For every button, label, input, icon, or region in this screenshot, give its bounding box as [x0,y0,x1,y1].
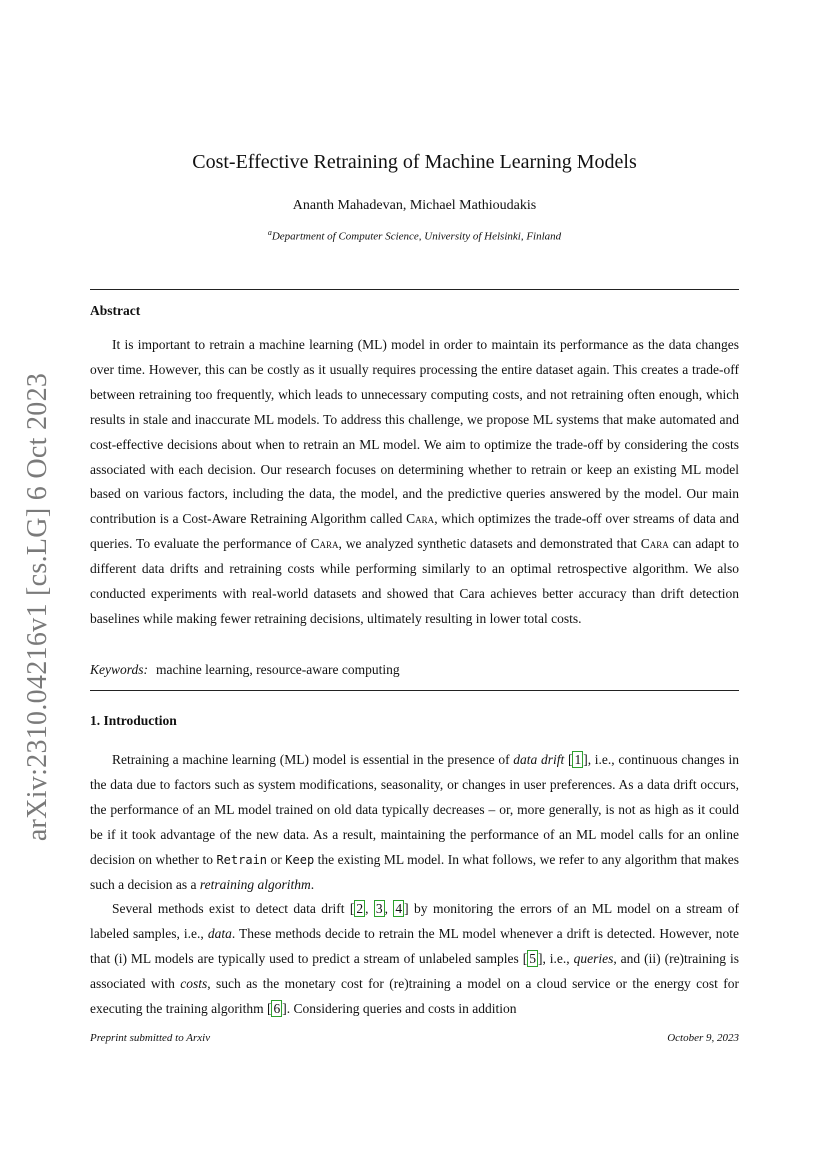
arxiv-identifier: arXiv:2310.04216v1 [cs.LG] 6 Oct 2023 [22,372,54,842]
intro-paragraph-1: Retraining a machine learning (ML) model is essential in the presence of data drift [ 1 ], i.e., continuous changes in the data due to factors such as system modifications, seasonality, or changes in user preferences. As a data drift occurs, the performance of an ML model trained on old data typically decreases – or, more generally, is not as high as it could be if it took advantage of the new data. As a result, maintaining the performance of an ML model calls for an online decision on whether to Retrain or Keep the existing ML model. In what follows, we refer to any algorithm that makes such a decision as a retraining algorithm. [90,752,739,892]
citation-link[interactable]: 3 [375,901,383,916]
keywords-line [90,660,739,680]
section-heading-introduction: 1. Introduction [90,713,177,728]
affiliation-text: Department of Computer Science, University of Helsinki, Finland [271,230,562,243]
keywords-label: Keywords: [90,662,148,677]
citation-link[interactable]: 5 [529,950,536,966]
abstract-heading: Abstract [90,303,141,318]
citation-link[interactable]: 1 [574,752,582,767]
affiliation [90,226,739,244]
cara-name: Cara [310,536,339,552]
footer-preprint-note: Preprint submitted to Arxiv [90,1032,211,1044]
abstract-bottom-rule [90,690,739,691]
code-retrain: Retrain [216,852,268,867]
citation-link[interactable]: 2 [356,901,364,916]
citation-link[interactable]: 4 [395,901,403,916]
cara-name: Cara [640,536,669,552]
keywords-text: machine learning, resource-aware computing [156,662,400,677]
intro-paragraph-2: Several methods exist to detect data drift [ 2 , 3 , 4 ] by monitoring the errors of an ML model on a stream of labeled samples, i.e., data. These methods decide to retrain the ML model whenever a drift is detected. However, note that (i) ML models are typically used to predict a stream of unlabeled samples [ 5 ], i.e., queries, and (ii) (re)training is associated with costs, such as the monetary cost for (re)training a model on a cloud service or the energy cost for executing the training algorithm [ 6 ]. Considering queries and costs in addition [90,901,739,1016]
cara-name: Cara [406,511,435,527]
author-list: Ananth Mahadevan, Michael Mathioudakis [292,198,537,213]
citation-link[interactable]: 6 [273,1000,281,1016]
footer-date: October 9, 2023 [667,1032,739,1044]
affiliation-mark: a [267,228,272,237]
abstract-top-rule [90,289,739,290]
paper-title: Cost-Effective Retraining of Machine Learning Models [192,151,637,173]
abstract-text: It is important to retrain a machine learning (ML) model in order to maintain its performance as the data changes over time. However, this can be costly as it usually requires processing the entire dataset again. This creates a trade-off between retraining too frequently, which leads to unnecessary computing costs, and not retraining often enough, which results in stale and inaccurate ML models. To address this challenge, we propose ML systems that make automated and cost-effective decisions about when to retrain an ML model. We aim to optimize the trade-off by considering the costs associated with each decision. Our research focuses on determining whether to retrain or keep an existing ML model based on various factors, including the data, the model, and the predictive queries answered by the model. Our main contribution is a Cost-Aware Retraining Algorithm called Cara, which optimizes the trade-off over streams of data and queries. To evaluate the performance of Cara, we analyzed synthetic datasets and demonstrated that Cara can adapt to different data drifts and retraining costs while performing similarly to an optimal retrospective algorithm. We also conducted experiments with real-world datasets and showed that Cara achieves better accuracy than drift detection baselines while making fewer retraining decisions, ultimately resulting in lower total costs. [90,337,739,626]
arxiv-sidebar [16,372,60,842]
code-keep: Keep [285,852,315,867]
